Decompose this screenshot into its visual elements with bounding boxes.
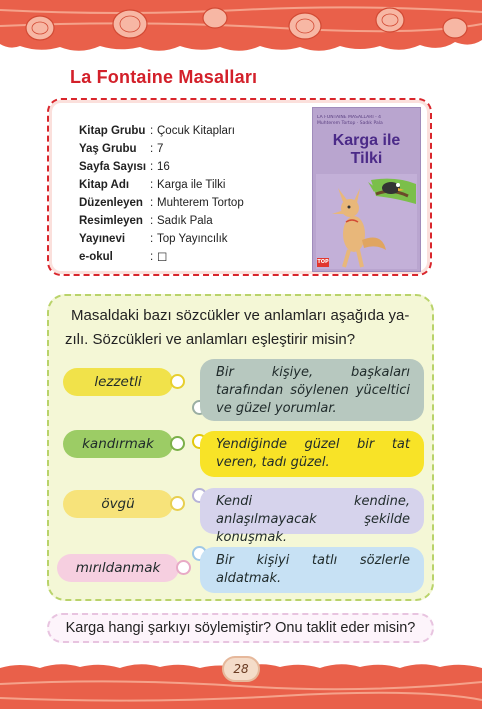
- info-label: Yaş Grubu: [79, 143, 137, 155]
- info-row: [79, 158, 244, 176]
- info-value: Muhterem Tortop: [157, 197, 244, 209]
- info-row: [79, 176, 244, 194]
- publisher-logo: TOP: [317, 259, 329, 265]
- info-row: [79, 230, 244, 248]
- word-connector-dot[interactable]: [176, 560, 191, 575]
- info-separator: :: [150, 143, 154, 155]
- book-cover-title: [313, 132, 420, 168]
- info-label: Kitap Adı: [79, 179, 130, 191]
- book-series-text: LA FONTAINE MASALLARI - 4: [317, 115, 382, 120]
- info-separator: :: [150, 233, 154, 245]
- word-chip-ovgu[interactable]: övgü: [63, 490, 173, 518]
- info-separator: :: [150, 251, 154, 263]
- question-prompt: Karga hangi şarkıyı söylemiştir? Onu taklit eder misin?: [47, 613, 434, 643]
- info-value: Sadık Pala: [157, 215, 213, 227]
- book-cover-header: [317, 115, 416, 126]
- book-cover-image: [312, 107, 421, 272]
- info-value: 16: [157, 161, 170, 173]
- info-row: [79, 248, 244, 266]
- word-chip-mirildanmak[interactable]: mırıldanmak: [57, 554, 179, 582]
- page-number: 28: [222, 656, 260, 682]
- info-row: [79, 140, 244, 158]
- definition-card[interactable]: Kendi kendine, anlaşılmayacak şekilde konuşmak.: [200, 488, 424, 534]
- info-value: Top Yayıncılık: [157, 233, 228, 245]
- book-cover-title-line: Karga ile: [332, 132, 401, 149]
- word-connector-dot[interactable]: [170, 496, 185, 511]
- word-connector-dot[interactable]: [170, 374, 185, 389]
- info-label: Kitap Grubu: [79, 125, 146, 137]
- definition-card[interactable]: Yendiğinde güzel bir tat veren, tadı güzel.: [200, 431, 424, 477]
- word-chip-lezzetli[interactable]: lezzetli: [63, 368, 173, 396]
- word-chip-kandirmak[interactable]: kandırmak: [63, 430, 173, 458]
- info-row: [79, 212, 244, 230]
- definition-card[interactable]: Bir kişiye, başkaları tarafından söylenen yüceltici ve güzel yorumlar.: [200, 359, 424, 421]
- wood-log-top-decoration: [0, 0, 482, 62]
- info-label: Resimleyen: [79, 215, 143, 227]
- info-separator: :: [150, 215, 154, 227]
- info-label: Sayfa Sayısı: [79, 161, 147, 173]
- info-label: e-okul: [79, 251, 113, 263]
- task-instruction-line: zılı. Sözcükleri ve anlamları eşleştirir misin?: [65, 331, 356, 348]
- e-okul-checkbox[interactable]: ☐: [157, 252, 168, 264]
- word-connector-dot[interactable]: [170, 436, 185, 451]
- info-value: Çocuk Kitapları: [157, 125, 235, 137]
- info-separator: :: [150, 161, 154, 173]
- task-instructions: [65, 304, 425, 352]
- info-row: [79, 194, 244, 212]
- page-title: La Fontaine Masalları: [70, 67, 258, 87]
- task-instruction-line: Masaldaki bazı sözcükler ve anlamları aşağıda ya-: [71, 307, 410, 324]
- book-cover-title-line: Tilki: [350, 150, 383, 167]
- definition-card[interactable]: Bir kişiyi tatlı sözlerle aldatmak.: [200, 547, 424, 593]
- matching-task-card: [47, 294, 434, 601]
- info-label: Yayınevi: [79, 233, 126, 245]
- info-separator: :: [150, 125, 154, 137]
- info-value: 7: [157, 143, 164, 155]
- book-info-card: [47, 98, 432, 276]
- info-separator: :: [150, 197, 154, 209]
- info-separator: :: [150, 179, 154, 191]
- info-row: [79, 122, 244, 140]
- book-info-table: [79, 122, 244, 266]
- info-label: Düzenleyen: [79, 197, 143, 209]
- book-credits-text: Muhterem Tortop · Sadık Pala: [317, 120, 383, 126]
- fox-and-crow-illustration: [316, 174, 417, 269]
- info-value: Karga ile Tilki: [157, 179, 226, 191]
